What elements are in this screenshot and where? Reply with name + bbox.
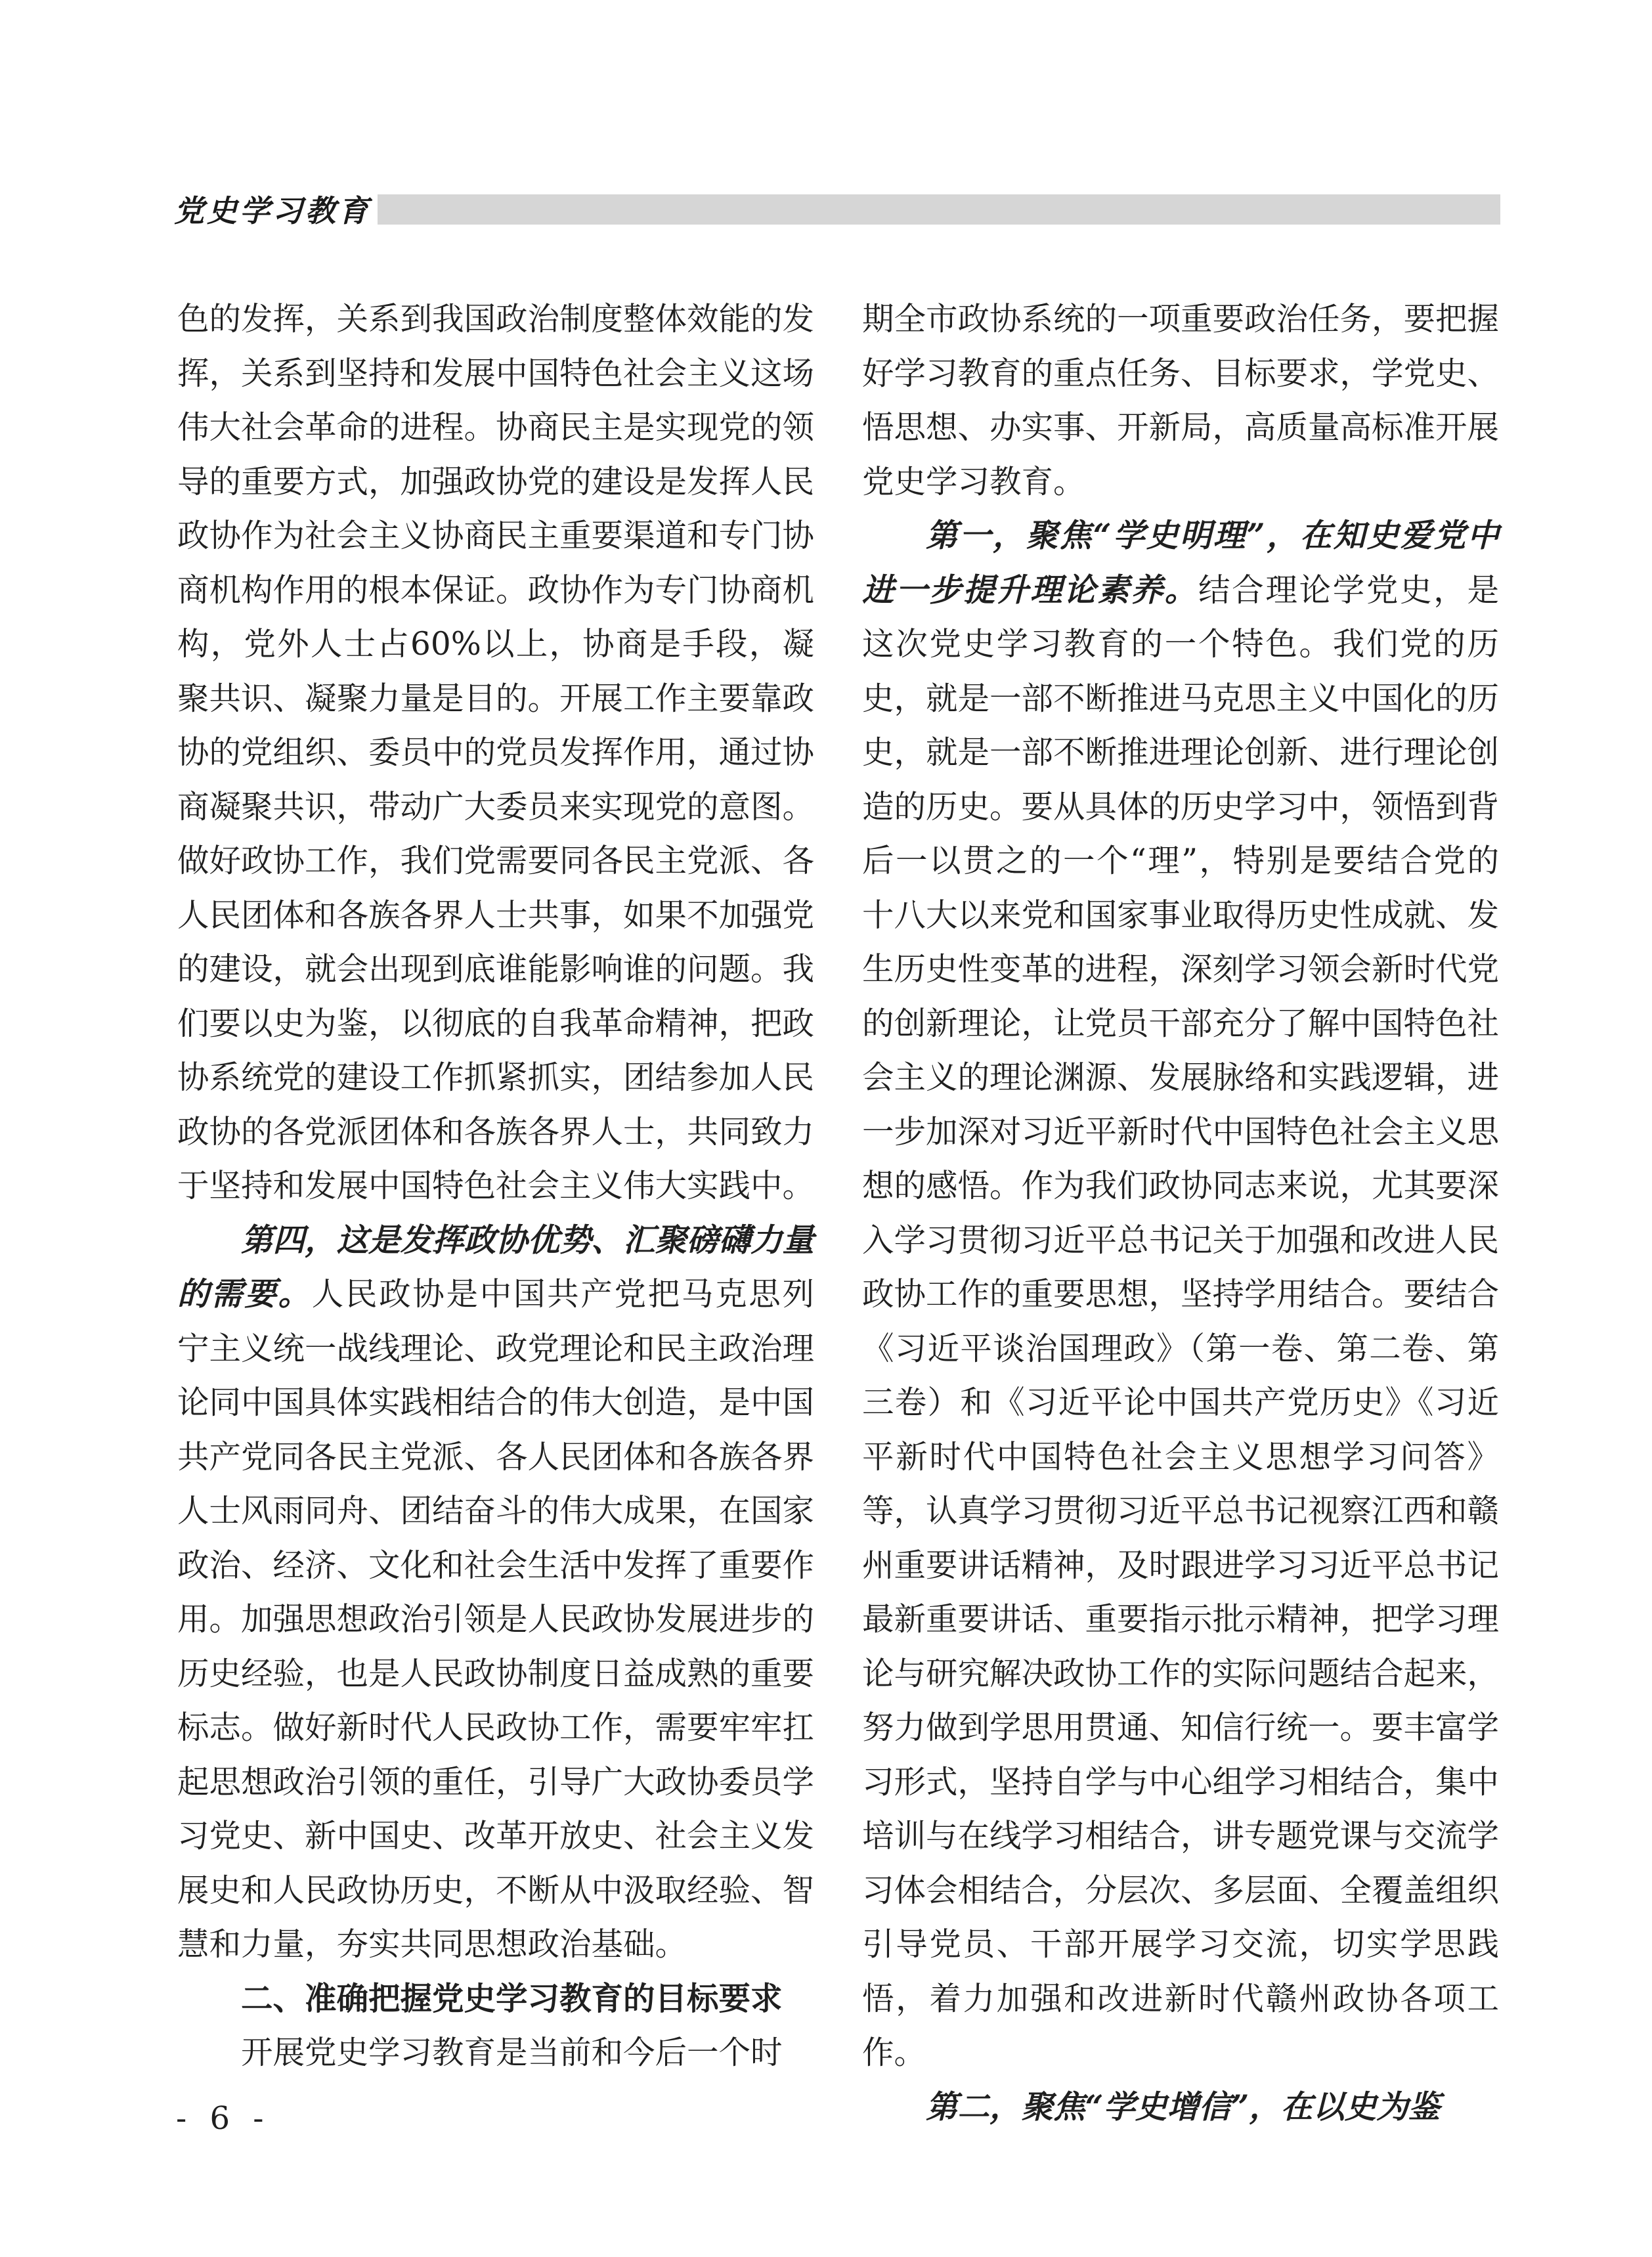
paragraph: 色的发挥，关系到我国政治制度整体效能的发挥，关系到坚持和发展中国特色社会主义这场伟大社会革命的进程。协商民主是实现党的领导的重要方式，加强政协党的建设是发挥人民政协作为社会主义协商民主重要渠道和专门协商机构作用的根本保证。政协作为专门协商机构，党外人士占60%以上，协商是手段，凝聚共识、凝聚力量是目的。开展工作主要靠政协的党组织、委员中的党员发挥作用，通过协商凝聚共识，带动广大委员来实现党的意图。做好政协工作，我们党需要同各民主党派、各人民团体和各族各界人士共事，如果不加强党的建设，就会出现到底谁能影响谁的问题。我们要以史为鉴，以彻底的自我革命精神，把政协系统党的建设工作抓紧抓实，团结参加人民政协的各党派团体和各族各界人士，共同致力于坚持和发展中国特色社会主义伟大实践中。 [177,301,815,1204]
page-number: - 6 - [176,2100,271,2137]
paragraph-lead: 第二，聚焦“学史增信”，在以史为鉴 [926,2088,1441,2126]
paragraph: 期全市政协系统的一项重要政治任务，要把握好学习教育的重点任务、目标要求，学党史、悟思想、办实事、开新局，高质量高标准开展党史学习教育。 [862,301,1500,500]
running-header [174,192,1500,229]
right-column [862,292,1499,2134]
left-column [177,292,814,2080]
paragraph [177,1214,814,1972]
paragraph [862,2080,1499,2135]
paragraph: 开展党史学习教育是当前和今后一个时 [241,2034,783,2071]
paragraph-lead: 第四，这是发挥政协优势、汇聚磅礴力量的需要。 [177,1221,815,1313]
paragraph-body: 结合理论学党史，是这次党史学习教育的一个特色。我们党的历史，就是一部不断推进马克思主义中国化的历史，就是一部不断推进理论创新、进行理论创造的历史。要从具体的历史学习中，领悟到背后一以贯之的一个“理”，特别是要结合党的十八大以来党和国家事业取得历史性成就、发生历史性变革的进程，深刻学习领会新时代党的创新理论，让党员干部充分了解中国特色社会主义的理论渊源、发展脉络和实践逻辑，进一步加深对习近平新时代中国特色社会主义思想的感悟。作为我们政协同志来说，尤其要深入学习贯彻习近平总书记关于加强和改进人民政协工作的重要思想，坚持学用结合。要结合《习近平谈治国理政》（第一卷、第二卷、第三卷）和《习近平论中国共产党历史》《习近平新时代中国特色社会主义思想学习问答》等，认真学习贯彻习近平总书记视察江西和赣州重要讲话精神，及时跟进学习习近平总书记最新重要讲话、重要指示批示精神，把学习理论与研究解决政协工作的实际问题结合起来，努力做到学思用贯通、知信行统一。要丰富学习形式，坚持自学与中心组学习相结合，集中培训与在线学习相结合，讲专题党课与交流学习体会相结合，分层次、多层面、全覆盖组织引导党员、干部开展学习交流，切实学思践悟，着力加强和改进新时代赣州政协各项工作。 [862,571,1500,2071]
paragraph-lead: 第一，聚焦“学史明理”，在知史爱党中进一步提升理论素养。 [862,517,1499,609]
section-heading: 二、准确把握党史学习教育的目标要求 [241,1980,783,2017]
header-rule-bar [378,194,1500,225]
section-title: 党史学习教育 [174,193,371,229]
paragraph-body: 人民政协是中国共产党把马克思列宁主义统一战线理论、政党理论和民主政治理论同中国具体实践相结合的伟大创造，是中国共产党同各民主党派、各人民团体和各族各界人士风雨同舟、团结奋斗的伟大成果，在国家政治、经济、文化和社会生活中发挥了重要作用。加强思想政治引领是人民政协发展进步的历史经验，也是人民政协制度日益成熟的重要标志。做好新时代人民政协工作，需要牢牢扛起思想政治引领的重任，引导广大政协委员学习党史、新中国史、改革开放史、社会主义发展史和人民政协历史，不断从中汲取经验、智慧和力量，夯实共同思想政治基础。 [177,1276,815,1963]
paragraph [862,509,1499,2080]
